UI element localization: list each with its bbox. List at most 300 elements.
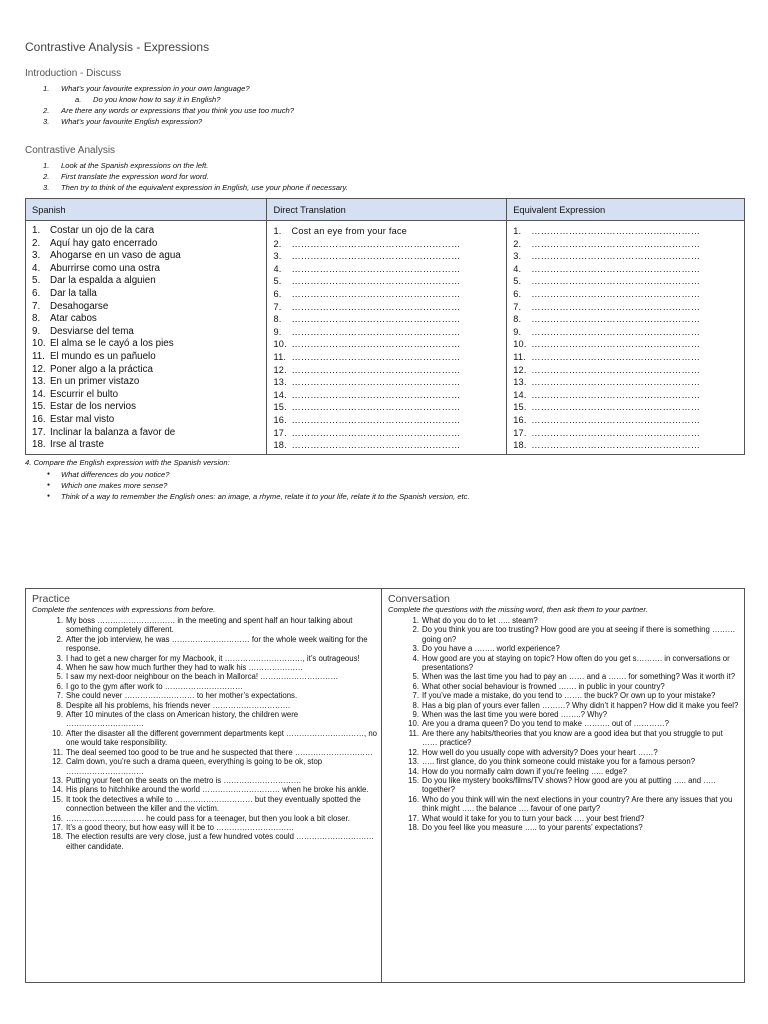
equivalent-column — [507, 221, 745, 455]
practice-sentence-number: 18. — [52, 832, 63, 842]
practice-sentence-number: 1. — [56, 616, 63, 625]
practice-sentence-number: 14. — [52, 785, 63, 795]
expression-number: 8. — [273, 314, 282, 325]
conversation-question-number: 14. — [408, 766, 419, 776]
expression-number: 16. — [32, 413, 46, 425]
expression-number: 17. — [32, 426, 46, 438]
expression-number: 4. — [273, 263, 282, 274]
spanish-expression-text: Irse al traste — [50, 439, 104, 451]
spanish-expression — [32, 238, 260, 251]
conversation-question-text: Do you think you are too trusting? How good are you at seeing if there is something ……… going on? — [422, 625, 736, 644]
practice-sentence — [46, 701, 377, 710]
spanish-expression — [32, 427, 260, 440]
practice-sentence-text: After the job interview, he was ………………………… for the whole week waiting for the response. — [66, 634, 368, 654]
equivalent-blank — [513, 401, 738, 414]
practice-sentence-number: 12. — [52, 757, 63, 767]
practice-sentence — [46, 729, 377, 748]
spanish-expression-text: El mundo es un pañuelo — [50, 350, 156, 362]
spanish-expression — [32, 250, 260, 263]
conversation-question-number: 9. — [412, 710, 419, 720]
instruction-step — [43, 171, 348, 182]
conversation-question-number: 11. — [408, 728, 419, 738]
conversation-title: Conversation — [388, 593, 450, 605]
spanish-expression-text: Desahogarse — [50, 300, 109, 312]
practice-sentence — [46, 795, 377, 814]
spanish-expression — [32, 288, 260, 301]
compare-bullets — [47, 469, 470, 502]
practice-sentences — [32, 616, 377, 851]
translation-text: ……………………………………………… — [291, 314, 461, 325]
translation-blank — [273, 414, 500, 427]
instruction-step-text: Look at the Spanish expressions on the left. — [61, 161, 209, 170]
spanish-expression — [32, 364, 260, 377]
spanish-expression-text: En un primer vistazo — [50, 376, 140, 388]
spanish-expression-text: Atar cabos — [50, 313, 97, 325]
expression-number: 3. — [513, 251, 522, 262]
conversation-question-text: What do you do to let ….. steam? — [422, 616, 538, 625]
spanish-expression — [32, 301, 260, 314]
translation-text: ……………………………………………… — [291, 288, 461, 299]
spanish-expression-text: Estar mal visto — [50, 413, 115, 425]
practice-sentence-number: 9. — [56, 710, 63, 720]
spanish-expression — [32, 414, 260, 427]
practice-sentence-text: I saw my next-door neighbour on the beach in Mallorca! ………………………… — [66, 672, 339, 682]
compare-bullet: ● Which one makes more sense? — [47, 480, 470, 491]
expression-number: 6. — [273, 288, 282, 299]
spanish-expression — [32, 225, 260, 238]
spanish-expression — [32, 263, 260, 276]
translation-blank — [273, 376, 500, 389]
spanish-expression-text: Ahogarse en un vaso de agua — [50, 250, 181, 262]
expression-number: 14. — [513, 389, 527, 400]
expression-number: 11. — [32, 350, 45, 362]
translation-blank — [273, 313, 500, 326]
equivalent-blank — [513, 376, 738, 389]
instruction-step-number: 3. — [43, 183, 50, 192]
conversation-question-text: ….. first glance, do you think someone could mistake you for a famous person? — [422, 757, 696, 767]
equivalent-blank — [513, 338, 738, 351]
spanish-expression-text: Estar de los nervios — [50, 401, 137, 413]
equivalent-text: ……………………………………………… — [531, 414, 701, 425]
spanish-expression — [32, 326, 260, 339]
expression-number: 1. — [273, 226, 282, 236]
spanish-expression-text: Escurrir el bulto — [50, 388, 119, 400]
expression-number: 4. — [513, 263, 522, 274]
conversation-question-number: 7. — [412, 691, 419, 701]
expression-number: 15. — [273, 402, 287, 413]
expression-number: 17. — [273, 427, 287, 438]
equivalent-blank — [513, 238, 738, 251]
practice-sentence — [46, 823, 377, 832]
practice-sentence-number: 10. — [52, 728, 63, 738]
translation-blank — [273, 338, 500, 351]
translation-text: ……………………………………………… — [291, 326, 461, 337]
conversation-question-text: Are you a drama queen? Do you tend to make ………. out of …………? — [422, 719, 670, 729]
translation-text: ……………………………………………… — [291, 251, 461, 262]
practice-sentence — [46, 710, 377, 729]
intro-question — [43, 116, 294, 127]
spanish-column — [26, 221, 267, 455]
conversation-question — [402, 757, 740, 766]
intro-question-number: 1. — [43, 84, 50, 93]
conversation-question — [402, 729, 740, 748]
practice-sentence-text: Putting your feet on the seats on the metro is ………………………… — [66, 775, 302, 785]
intro-question-text: Do you know how to say it in English? — [93, 95, 221, 104]
expression-number: 15. — [513, 402, 527, 413]
practice-sentence — [46, 691, 377, 700]
translation-text: ……………………………………………… — [291, 351, 461, 362]
expression-number: 6. — [32, 287, 41, 299]
conversation-question-number: 13. — [408, 757, 419, 767]
conversation-question — [402, 672, 740, 681]
translation-blank — [273, 427, 500, 440]
intro-question-number: 2. — [43, 106, 50, 115]
expression-number: 9. — [273, 326, 282, 337]
practice-sentence — [46, 616, 377, 635]
practice-sentence-number: 6. — [56, 681, 63, 691]
expression-number: 5. — [513, 276, 522, 287]
intro-question — [43, 83, 294, 94]
conversation-question-number: 16. — [408, 794, 419, 804]
equivalent-blank — [513, 250, 738, 263]
conversation-question-number: 2. — [412, 625, 419, 635]
practice-sentence-number: 11. — [52, 747, 63, 757]
expression-number: 14. — [273, 389, 287, 400]
conversation-question — [402, 625, 740, 644]
expression-number: 13. — [513, 377, 527, 388]
spanish-expression — [32, 338, 260, 351]
practice-sentence-number: 7. — [56, 691, 63, 701]
practice-sentence-text: ………………………… he could pass for a teenager, but then you look a bit closer. — [66, 813, 350, 823]
spanish-expression — [32, 376, 260, 389]
conversation-question — [402, 616, 740, 625]
practice-sentence-number: 5. — [56, 672, 63, 682]
spanish-expression-text: Dar la talla — [50, 287, 97, 299]
conversation-question-text: Are there any habits/theories that you know are a good idea but that you struggle to put …… practice? — [422, 728, 723, 748]
conversation-question — [402, 814, 740, 823]
equivalent-text: ……………………………………………… — [531, 251, 701, 262]
translation-text: Cost an eye from your face — [291, 226, 407, 236]
practice-sentence-text: I go to the gym after work to ………………………… — [66, 681, 243, 691]
practice-sentence-number: 15. — [52, 794, 63, 804]
expressions-table — [25, 198, 745, 455]
expression-number: 3. — [273, 251, 282, 262]
compare-bullet: ● What differences do you notice? — [47, 469, 470, 480]
equivalent-blank — [513, 275, 738, 288]
expression-number: 17. — [513, 427, 527, 438]
instruction-step-number: 1. — [43, 161, 50, 170]
expression-number: 1. — [513, 226, 522, 236]
expression-number: 12. — [32, 363, 46, 375]
expression-number: 8. — [32, 313, 41, 325]
conversation-question — [402, 748, 740, 757]
translation-blank — [273, 301, 500, 314]
practice-sentence-number: 8. — [56, 700, 63, 710]
practice-sentence-text: When he saw how much further they had to walk his ………………… — [66, 663, 304, 673]
expression-number: 18. — [273, 440, 287, 451]
conversation-question-number: 1. — [412, 616, 419, 625]
conversation-box — [382, 588, 745, 983]
practice-sentence-number: 13. — [52, 775, 63, 785]
practice-sentence-text: After the disaster all the different government departments kept …………………………, no one would take responsibility. — [66, 728, 377, 748]
translation-text: ……………………………………………… — [291, 389, 461, 400]
conversation-question — [402, 710, 740, 719]
spanish-expression-text: El alma se le cayó a los pies — [50, 338, 174, 350]
expression-number: 10. — [273, 339, 287, 350]
spanish-expression-text: Inclinar la balanza a favor de — [50, 426, 176, 438]
translation-text: ……………………………………………… — [291, 402, 461, 413]
intro-question — [43, 94, 294, 105]
conversation-question-number: 15. — [408, 775, 419, 785]
practice-sentence-text: The election results are very close, just a few hundred votes could ………………………… either candidate. — [66, 832, 375, 851]
conversation-question-text: How good are you at staying on topic? How often do you get s………. in conversations or presentations? — [422, 653, 730, 673]
expression-number: 2. — [32, 237, 41, 249]
spanish-expression-text: Aquí hay gato encerrado — [50, 237, 158, 249]
intro-question-text: What’s your favourite English expression? — [61, 117, 203, 126]
translation-blank — [273, 263, 500, 276]
translation-text: ……………………………………………… — [291, 377, 461, 388]
expression-number: 2. — [513, 238, 522, 249]
spanish-expression — [32, 351, 260, 364]
practice-sentence-text: The deal seemed too good to be true and he suspected that there ………………………… — [66, 747, 373, 757]
expression-number: 11. — [273, 351, 287, 362]
practice-sentence-number: 3. — [56, 653, 63, 663]
practice-sentence-text: My boss ………………………… in the meeting and spent half an hour talking about something completely different. — [66, 616, 353, 635]
equivalent-text: ……………………………………………… — [531, 263, 701, 274]
instruction-step-text: First translate the expression word for word. — [61, 172, 209, 181]
equivalent-text: ……………………………………………… — [531, 276, 701, 287]
conversation-question — [402, 767, 740, 776]
conversation-question-text: When was the last time you had to pay an …… and a ……. for something? Was it worth it? — [422, 672, 736, 682]
conversation-question — [402, 654, 740, 673]
translation-blank — [273, 225, 500, 238]
equivalent-text: ……………………………………………… — [531, 427, 701, 438]
translation-blank — [273, 439, 500, 452]
equivalent-text: ……………………………………………… — [531, 402, 701, 413]
practice-sentence — [46, 635, 377, 654]
practice-sentence — [46, 672, 377, 681]
translation-blank — [273, 351, 500, 364]
instruction-step — [43, 160, 348, 171]
expression-number: 15. — [32, 401, 46, 413]
conversation-question — [402, 719, 740, 728]
equivalent-text: ……………………………………………… — [531, 301, 701, 312]
conversation-question-text: Do you like mystery books/films/TV shows? How good are you at putting ….. and ….. together? — [422, 775, 716, 795]
spanish-expression-text: Desviarse del tema — [50, 325, 134, 337]
conversation-question — [402, 682, 740, 691]
practice-sentence — [46, 785, 377, 794]
spanish-expression — [32, 401, 260, 414]
practice-sentence-text: Calm down, you’re such a drama queen, everything is going to be ok, stop ………………………… — [66, 757, 323, 776]
spanish-expression-text: Costar un ojo de la cara — [50, 225, 155, 236]
practice-sentence — [46, 776, 377, 785]
translation-text: ……………………………………………… — [291, 364, 461, 375]
translation-text: ……………………………………………… — [291, 440, 461, 451]
expression-number: 2. — [273, 238, 282, 249]
equivalent-text: ……………………………………………… — [531, 440, 701, 451]
expression-number: 5. — [273, 276, 282, 287]
conversation-question — [402, 823, 740, 832]
conversation-question-text: How do you normally calm down if you’re feeling ….. edge? — [422, 766, 627, 776]
translation-text: ……………………………………………… — [291, 263, 461, 274]
practice-sentence-text: His plans to hitchhike around the world ………………………… when he broke his ankle. — [66, 785, 369, 795]
equivalent-blank — [513, 439, 738, 452]
practice-sentence — [46, 757, 377, 776]
practice-sentence — [46, 654, 377, 663]
intro-question-text: What’s your favourite expression in your own language? — [61, 84, 250, 93]
conversation-question-number: 5. — [412, 672, 419, 682]
intro-heading: Introduction - Discuss — [25, 68, 122, 79]
intro-question-text: Are there any words or expressions that you think you use too much? — [61, 106, 294, 115]
expression-number: 10. — [32, 338, 46, 350]
equivalent-blank — [513, 225, 738, 238]
practice-sentence-text: Despite all his problems, his friends never ………………………… — [66, 700, 291, 710]
equivalent-blank — [513, 389, 738, 402]
expression-number: 16. — [273, 414, 287, 425]
intro-question-number: 3. — [43, 117, 50, 126]
practice-sentence-number: 16. — [52, 813, 63, 823]
translation-text: ……………………………………………… — [291, 427, 461, 438]
translation-blank — [273, 288, 500, 301]
conversation-question — [402, 644, 740, 653]
expression-number: 12. — [273, 364, 287, 375]
spanish-expression-text: Poner algo a la práctica — [50, 363, 153, 375]
intro-questions — [43, 83, 294, 127]
translation-text: ……………………………………………… — [291, 414, 461, 425]
equivalent-text: ……………………………………………… — [531, 314, 701, 325]
translation-blank — [273, 238, 500, 251]
conversation-question-text: Do you feel like you measure ….. to your parents’ expectations? — [422, 822, 643, 832]
expression-number: 11. — [513, 351, 526, 362]
compare-instruction: 4. Compare the English expression with the Spanish version: — [25, 458, 230, 467]
equivalent-text: ……………………………………………… — [531, 377, 701, 388]
translation-text: ……………………………………………… — [291, 339, 461, 350]
practice-instruction: Complete the sentences with expressions from before. — [32, 605, 216, 614]
practice-sentence — [46, 682, 377, 691]
translation-text: ……………………………………………… — [291, 276, 461, 287]
practice-sentence-number: 4. — [56, 663, 63, 673]
conversation-question-text: What other social behaviour is frowned ……. in public in your country? — [422, 681, 665, 691]
practice-sentence-number: 2. — [56, 634, 63, 644]
header-spanish: Spanish — [26, 199, 267, 221]
spanish-expression-text: Dar la espalda a alguien — [50, 275, 156, 287]
expression-number: 9. — [32, 325, 41, 337]
instruction-step — [43, 182, 348, 193]
conversation-question-text: If you’ve made a mistake, do you tend to ……. the buck? Or own up to your mistake? — [422, 691, 716, 701]
conversation-question-number: 18. — [408, 822, 419, 832]
expression-number: 13. — [32, 376, 46, 388]
header-equivalent-expression: Equivalent Expression — [507, 199, 745, 221]
conversation-question-text: Has a big plan of yours ever fallen ………? Why didn’t it happen? How did it make you feel? — [422, 700, 739, 710]
expression-number: 5. — [32, 275, 41, 287]
practice-sentence — [46, 663, 377, 672]
translation-blank — [273, 250, 500, 263]
equivalent-text: ……………………………………………… — [531, 288, 701, 299]
equivalent-blank — [513, 313, 738, 326]
equivalent-blank — [513, 364, 738, 377]
equivalent-text: ……………………………………………… — [531, 226, 701, 236]
instruction-step-text: Then try to think of the equivalent expression in English, use your phone if necessary. — [61, 183, 348, 192]
conversation-question-text: When was the last time you were bored ……..? Why? — [422, 710, 608, 720]
intro-question-number: a. — [75, 95, 82, 104]
header-direct-translation: Direct Translation — [267, 199, 507, 221]
instruction-step-number: 2. — [43, 172, 50, 181]
equivalent-text: ……………………………………………… — [531, 238, 701, 249]
equivalent-blank — [513, 414, 738, 427]
intro-question — [43, 105, 294, 116]
spanish-expression — [32, 313, 260, 326]
expression-number: 7. — [273, 301, 282, 312]
equivalent-blank — [513, 263, 738, 276]
practice-sentence-text: It took the detectives a while to ………………………… but they eventually spotted the connection between the killer and the victim. — [66, 794, 361, 814]
expression-number: 4. — [32, 262, 41, 274]
contrastive-heading: Contrastive Analysis — [25, 145, 116, 156]
practice-sentence — [46, 814, 377, 823]
compare-bullet: ● Think of a way to remember the English ones: an image, a rhyme, relate it to your life, relate it to the Spanish version, etc. — [47, 491, 470, 502]
translation-text: ……………………………………………… — [291, 238, 461, 249]
spanish-expression — [32, 439, 260, 452]
contrastive-instructions — [43, 160, 348, 193]
equivalent-text: ……………………………………………… — [531, 339, 701, 350]
equivalent-text: ……………………………………………… — [531, 389, 701, 400]
translation-blank — [273, 364, 500, 377]
expression-number: 6. — [513, 288, 522, 299]
expression-number: 8. — [513, 314, 522, 325]
conversation-question-number: 10. — [408, 719, 419, 729]
practice-title: Practice — [32, 593, 70, 605]
expression-number: 9. — [513, 326, 522, 337]
conversation-questions — [388, 616, 740, 832]
expression-number: 18. — [32, 439, 46, 451]
expression-number: 1. — [32, 225, 41, 236]
expression-number: 7. — [513, 301, 522, 312]
conversation-question-number: 12. — [408, 747, 419, 757]
equivalent-text: ……………………………………………… — [531, 351, 701, 362]
translation-text: ……………………………………………… — [291, 301, 461, 312]
conversation-question-number: 17. — [408, 813, 419, 823]
translation-blank — [273, 326, 500, 339]
practice-sentence-text: I had to get a new charger for my Macbook, it …………………………, it’s outrageous! — [66, 653, 360, 663]
conversation-question-text: Who do you think will win the next elections in your country? Are there any issues that you think might ….. the balance …. favour of one party? — [422, 794, 733, 814]
conversation-question — [402, 691, 740, 700]
equivalent-blank — [513, 301, 738, 314]
practice-sentence-text: She could never ……………………… to her mother’s expectations. — [66, 691, 298, 701]
expression-number: 12. — [513, 364, 527, 375]
conversation-question — [402, 795, 740, 814]
conversation-instruction: Complete the questions with the missing word, then ask them to your partner. — [388, 605, 648, 614]
practice-sentence-text: It’s a good theory, but how easy will it be to ………………………… — [66, 822, 295, 832]
equivalent-text: ……………………………………………… — [531, 364, 701, 375]
equivalent-blank — [513, 326, 738, 339]
equivalent-text: ……………………………………………… — [531, 326, 701, 337]
translation-blank — [273, 401, 500, 414]
conversation-question-number: 4. — [412, 653, 419, 663]
expression-number: 13. — [273, 377, 287, 388]
practice-sentence — [46, 832, 377, 851]
expression-number: 18. — [513, 440, 527, 451]
conversation-question-number: 3. — [412, 644, 419, 654]
expression-number: 14. — [32, 388, 46, 400]
conversation-question-text: What would it take for you to turn your back …. your best friend? — [422, 813, 645, 823]
conversation-question-number: 6. — [412, 681, 419, 691]
practice-sentence — [46, 748, 377, 757]
translation-column — [267, 221, 507, 455]
equivalent-blank — [513, 351, 738, 364]
expression-number: 7. — [32, 300, 41, 312]
spanish-expression — [32, 275, 260, 288]
practice-sentence-number: 17. — [52, 822, 63, 832]
expression-number: 16. — [513, 414, 527, 425]
